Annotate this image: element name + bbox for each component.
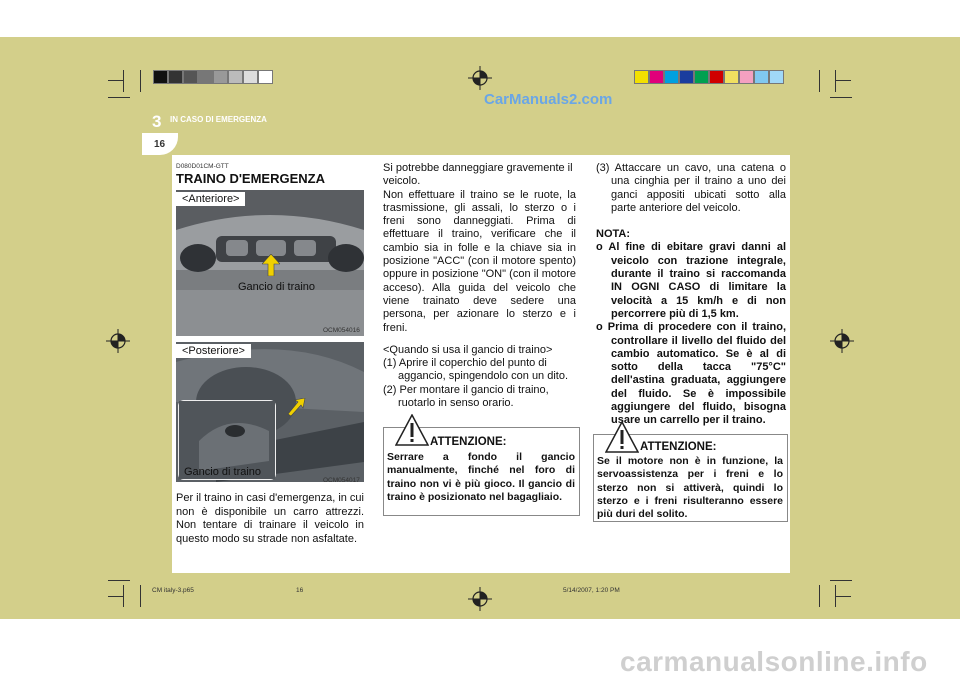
arrow-icon [286,398,306,416]
registration-swatch [213,70,228,84]
warning-text-1: Serrare a fondo il gancio manualmente, finché nel foro di traino non vi è più gioco. Il gancio di traino è posizionato nel bagagliaio. [387,451,575,503]
warning-triangle-icon [395,414,429,446]
rear-callout: Gancio di traino [184,466,262,478]
registration-swatch [198,70,213,84]
section-number: 3 [152,112,162,131]
step-2: (2) Per montare il gancio di traino, ruotarlo in senso orario. [383,383,549,410]
footer-date: 5/14/2007, 1:20 PM [563,587,620,594]
registration-mark-icon [468,587,492,611]
registration-swatch [634,70,649,84]
registration-swatch [739,70,754,84]
rear-figure-code: OCM054017 [323,477,360,484]
registration-swatch [168,70,183,84]
crop-mark [140,70,141,92]
registration-swatch [754,70,769,84]
registration-swatch [228,70,243,84]
section-code: D080D01CM-GTT [176,163,229,170]
registration-mark-icon [106,329,130,353]
crop-mark [830,97,852,98]
registration-swatch [183,70,198,84]
col1-text: Per il traino in casi d'emergenza, in cui non è disponibile un carro attrezzi. Non tentare di trainare il veicolo in questo modo su strade non asfaltate. [176,492,364,545]
registration-swatch [664,70,679,84]
col2-paragraph: Non effettuare il traino se le ruote, la trasmissione, gli assali, lo sterzo o i freni sono danneggiati. Prima di effettuare il traino, verificare che il cambio sia in folle e la chiave sia in posizione "ACC" (con il motore spento) oppure in posizione "ON" (con il motore acceso). Alla guida del veicolo che viene trainato deve sedere una persona, per azionare lo sterzo e i freni. [383,188,576,334]
registration-bar-color [634,70,784,84]
watermark-top[interactable]: CarManuals2.com [484,91,613,108]
crop-mark [108,80,124,81]
warning-text-2: Se il motore non è in funzione, la servoassistenza per i freni e lo sterzo non si attiverà, quindi lo sterzo e i freni risulteranno essere più duri del solito. [597,455,783,521]
watermark-bottom[interactable]: carmanualsonline.info [620,646,928,677]
registration-swatch [679,70,694,84]
col2-intro: Si potrebbe danneggiare gravemente il veicolo. [383,162,573,188]
column-3 [596,162,786,428]
registration-mark-icon [830,329,854,353]
warning-box-2 [593,434,788,522]
registration-swatch [243,70,258,84]
rear-bumper-image [176,342,364,482]
nota-item-1: o Al fine di ebitare gravi danni al veicolo con trazione integrale, durante il traino si raccomanda IN OGNI CASO di limitare la velocità a 15 km/h e di non percorrere più di 1,5 km. [596,241,786,320]
warning-box-1 [383,427,580,516]
registration-swatch [649,70,664,84]
arrow-up-icon [262,254,280,276]
warning-title-1: ATTENZIONE: [430,436,507,448]
footer-filename: CM italy-3.p65 [152,587,194,594]
crop-mark [819,585,820,607]
crop-mark [108,580,130,581]
front-figure-code: OCM054016 [323,327,360,334]
registration-swatch [258,70,273,84]
registration-mark-icon [468,66,492,90]
crop-mark [835,80,851,81]
warning-triangle-icon [605,421,639,453]
nota-item-2: o Prima di procedere con il traino, controllare il livello del fluido del cambio automatico. Se è al di sotto della tacca "75°C" dell'astina graduata, aggiungere del fluido. Se è impossibile aggiungere del fluido, bisogna usare un carrello per il traino. [596,321,786,427]
column-2 [383,162,576,410]
step-3: (3) Attaccare un cavo, una catena o una cinghia per il traino a uno dei ganci appositi ubicati sotto alla parte anteriore del veicolo. [596,162,786,214]
registration-swatch [694,70,709,84]
registration-swatch [153,70,168,84]
crop-mark [819,70,820,92]
page-title: TRAINO D'EMERGENZA [176,171,325,186]
crop-mark [140,585,141,607]
crop-mark [108,596,124,597]
crop-mark [835,70,836,92]
registration-swatch [769,70,784,84]
front-callout: Gancio di traino [238,281,316,293]
registration-swatch [709,70,724,84]
nota-heading: NOTA: [596,228,631,241]
col2-subhead: <Quando si usa il gancio di traino> [383,343,553,356]
front-figure-label: <Anteriore> [176,192,245,206]
section-header: IN CASO DI EMERGENZA [170,115,267,124]
step-1: (1) Aprire il coperchio del punto di aggancio, spingendolo con un dito. [383,357,569,383]
warning-title-2: ATTENZIONE: [640,441,717,453]
crop-mark [835,596,851,597]
rear-figure-label: <Posteriore> [176,344,251,358]
page-number: 16 [154,139,166,150]
front-bumper-image [176,190,364,336]
registration-swatch [724,70,739,84]
crop-mark [830,580,852,581]
registration-bar-grayscale [153,70,273,84]
crop-mark [108,97,130,98]
footer-page: 16 [296,587,304,594]
crop-mark [123,70,124,92]
